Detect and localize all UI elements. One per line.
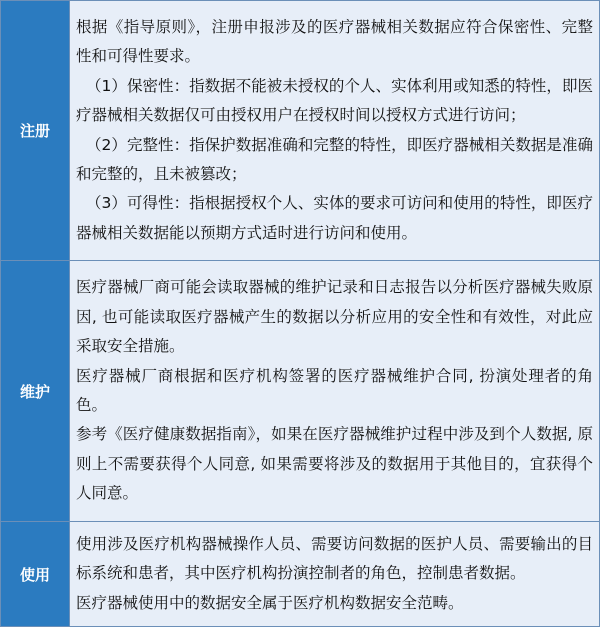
table-row-usage — [1, 522, 600, 627]
registration-confidentiality: （1）保密性：指数据不能被未授权的个人、实体利用或知悉的特性，即医疗器械相关数据仅可由授权用户在授权时间以授权方式进行访问； — [76, 76, 593, 125]
table-row-maintenance — [1, 261, 600, 522]
registration-availability: （3）可得性：指根据授权个人、实体的要求可访问和使用的特性，即医疗器械相关数据能以预期方式适时进行访问和使用。 — [76, 194, 593, 242]
table-row-registration — [1, 1, 600, 261]
maintenance-paragraph-1: 医疗器械厂商可能会读取器械的维护记录和日志报告以分析医疗器械失败原因, 也可能读取医疗器械产生的数据以分析应用的安全性和有效性，对此应采取安全措施。 — [76, 278, 593, 356]
maintenance-paragraph-2: 医疗器械厂商根据和医疗机构签署的医疗器械维护合同, 扮演处理者的角色。 — [76, 366, 593, 414]
usage-paragraph-1: 使用涉及医疗机构器械操作人员、需要访问数据的医护人员、需要输出的目标系统和患者，其中医疗机构扮演控制者的角色，控制患者数据。 — [76, 534, 593, 583]
maintenance-paragraph-3: 参考《医疗健康数据指南》，如果在医疗器械维护过程中涉及到个人数据, 原则上不需要获得个人同意, 如果需要将涉及的数据用于其他目的，宜获得个人同意。 — [76, 425, 593, 503]
row-label-usage: 使用 — [1, 522, 70, 627]
row-label-registration: 注册 — [1, 1, 70, 261]
row-content-maintenance — [70, 261, 600, 522]
row-content-usage — [70, 522, 600, 627]
row-label-maintenance: 维护 — [1, 261, 70, 522]
row-content-registration — [70, 1, 600, 261]
usage-paragraph-2: 医疗器械使用中的数据安全属于医疗机构数据安全范畴。 — [76, 593, 464, 612]
registration-intro: 根据《指导原则》，注册申报涉及的医疗器械相关数据应符合保密性、完整性和可得性要求。 — [76, 17, 593, 66]
registration-integrity: （2）完整性：指保护数据准确和完整的特性，即医疗器械相关数据是准确和完整的，且未被篡改； — [76, 135, 593, 183]
